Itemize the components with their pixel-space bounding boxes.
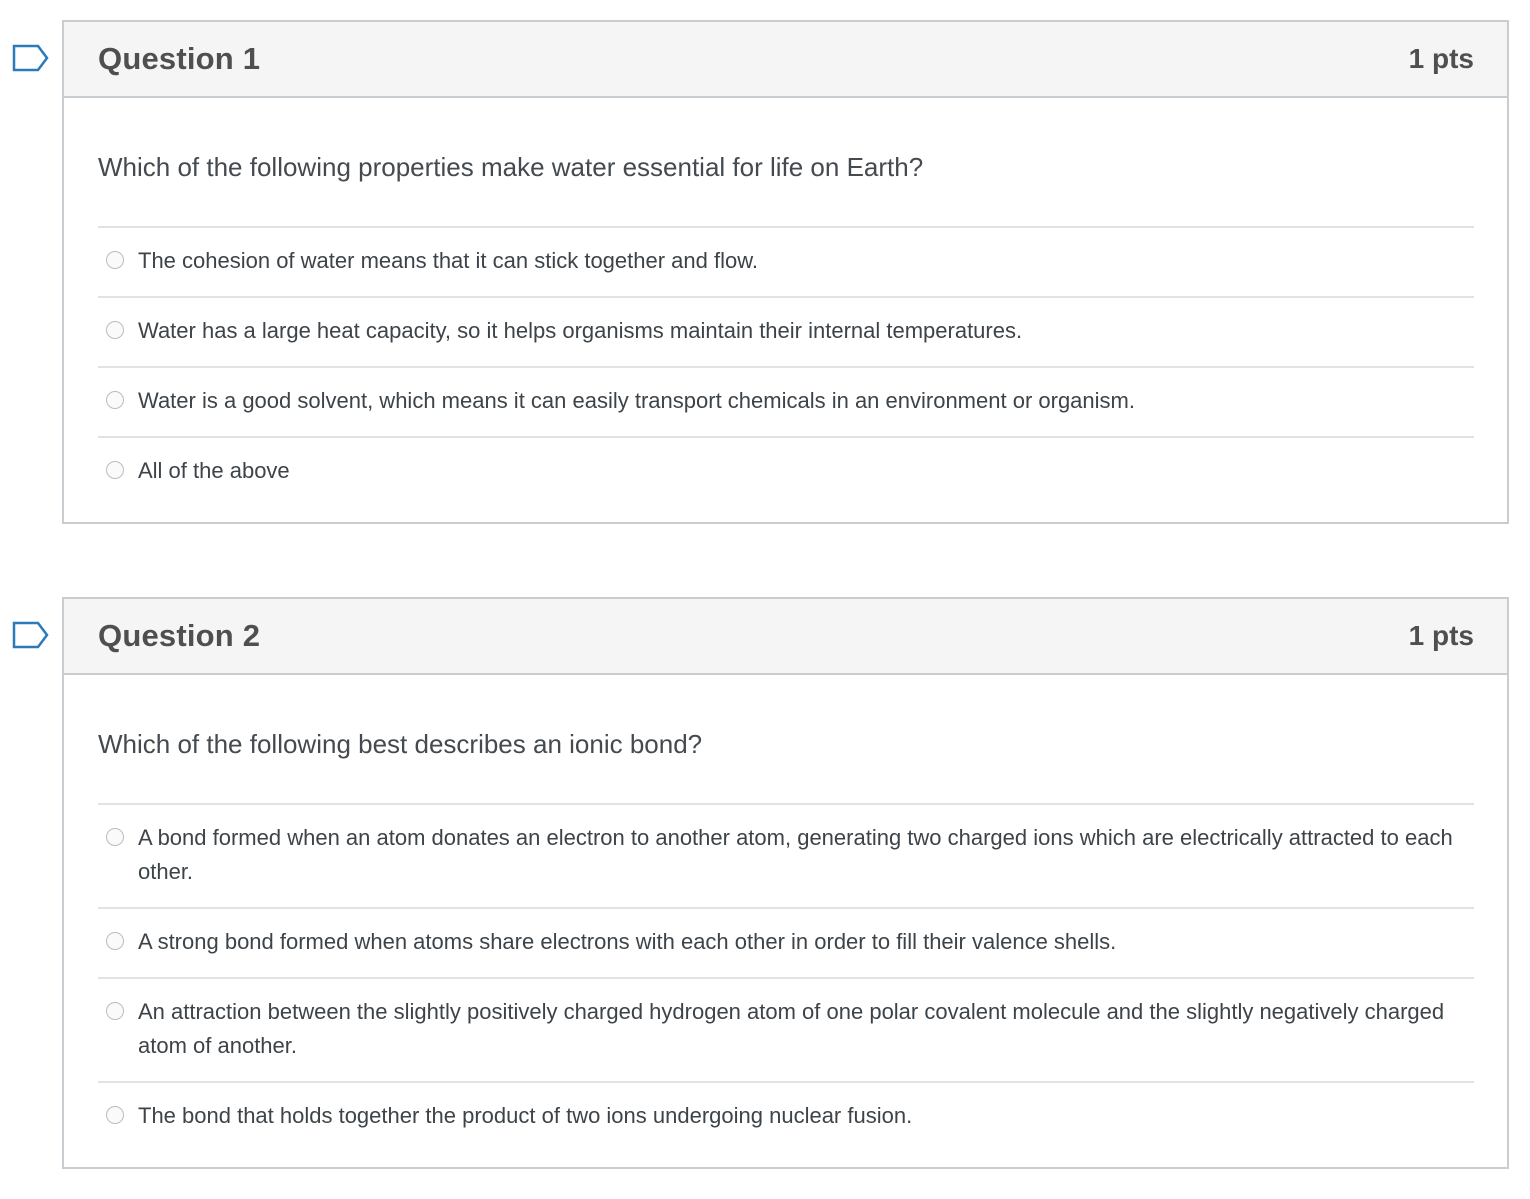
answer-label: All of the above — [138, 458, 290, 483]
radio-button[interactable] — [106, 461, 124, 479]
question-header — [64, 22, 1507, 98]
answer-option[interactable] — [98, 438, 1474, 506]
question-body — [64, 675, 1507, 1151]
answer-label: Water is a good solvent, which means it can easily transport chemicals in an environment or organism. — [138, 388, 1135, 413]
answer-label: A strong bond formed when atoms share electrons with each other in order to fill their valence shells. — [138, 929, 1117, 954]
radio-button[interactable] — [106, 251, 124, 269]
radio-button[interactable] — [106, 1106, 124, 1124]
question-body — [64, 98, 1507, 506]
radio-button[interactable] — [106, 932, 124, 950]
answer-option[interactable] — [98, 909, 1474, 979]
answer-label: Water has a large heat capacity, so it helps organisms maintain their internal temperatures. — [138, 318, 1023, 343]
question-text: Which of the following best describes an ionic bond? — [98, 675, 1474, 805]
question-title: Question 2 — [98, 618, 261, 653]
question-header — [64, 599, 1507, 675]
radio-button[interactable] — [106, 321, 124, 339]
answer-label: An attraction between the slightly positively charged hydrogen atom of one polar covalent molecule and the slightly negatively charged atom of another. — [138, 999, 1445, 1058]
answer-option[interactable] — [98, 979, 1474, 1083]
question-2-card — [62, 597, 1509, 1169]
flag-question-icon[interactable] — [12, 621, 50, 649]
answer-list — [98, 228, 1474, 506]
flag-question-icon[interactable] — [12, 44, 50, 72]
radio-button[interactable] — [106, 1002, 124, 1020]
question-1-card — [62, 20, 1509, 524]
answer-option[interactable] — [98, 368, 1474, 438]
question-points: 1 pts — [1408, 43, 1474, 74]
answer-option[interactable] — [98, 298, 1474, 368]
answer-label: A bond formed when an atom donates an electron to another atom, generating two charged ions which are electrically attracted to each other. — [138, 825, 1453, 884]
answer-label: The cohesion of water means that it can stick together and flow. — [138, 248, 759, 273]
answer-option[interactable] — [98, 1083, 1474, 1151]
question-text: Which of the following properties make water essential for life on Earth? — [98, 98, 1474, 228]
radio-button[interactable] — [106, 828, 124, 846]
answer-label: The bond that holds together the product of two ions undergoing nuclear fusion. — [138, 1103, 913, 1128]
answer-list — [98, 805, 1474, 1151]
answer-option[interactable] — [98, 805, 1474, 909]
radio-button[interactable] — [106, 391, 124, 409]
answer-option[interactable] — [98, 228, 1474, 298]
question-title: Question 1 — [98, 41, 261, 76]
question-points: 1 pts — [1408, 620, 1474, 651]
